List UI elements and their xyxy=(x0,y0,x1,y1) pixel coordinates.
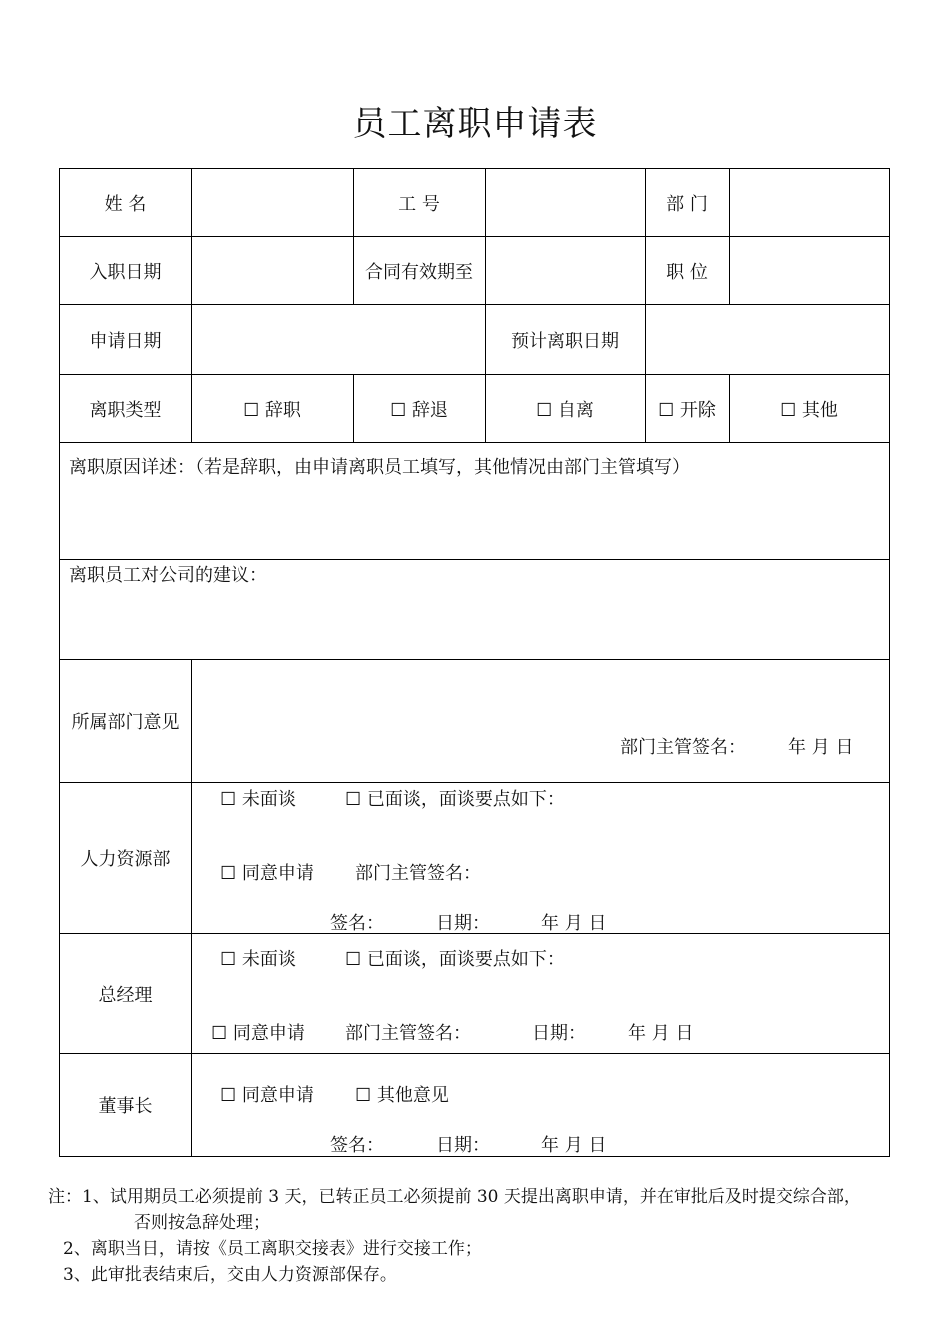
checkbox-self-leave[interactable]: ☐ 自离 xyxy=(536,399,594,421)
hr-checkbox-not-interviewed[interactable]: ☐ 未面谈 xyxy=(220,789,296,810)
dept-opinion-label: 所属部门意见 xyxy=(71,712,180,733)
apply-date-field[interactable] xyxy=(192,305,485,374)
chairman-date-label: 日期： xyxy=(436,1135,490,1156)
contract-expiry-field[interactable] xyxy=(486,237,645,304)
dept-date: 年 月 日 xyxy=(788,737,854,758)
resignation-form-table xyxy=(59,168,890,1157)
gm-label: 总经理 xyxy=(98,984,153,1006)
expected-leave-date-field[interactable] xyxy=(646,305,889,374)
department-label: 部 门 xyxy=(666,193,708,215)
reason-label: 离职原因详述：（若是辞职，由申请离职员工填写，其他情况由部门主管填写） xyxy=(69,457,690,478)
position-label: 职 位 xyxy=(666,261,708,283)
note-1-continued: 否则按急辞处理； xyxy=(134,1213,270,1233)
hr-date: 年 月 日 xyxy=(541,913,607,934)
name-field[interactable] xyxy=(192,169,353,236)
checkbox-other[interactable]: ☐ 其他 xyxy=(780,399,838,421)
hr-checkbox-agree[interactable]: ☐ 同意申请 xyxy=(220,863,314,884)
dept-manager-sign-label: 部门主管签名： xyxy=(620,737,746,758)
chairman-checkbox-other[interactable]: ☐ 其他意见 xyxy=(355,1085,449,1106)
form-title: 员工离职申请表 xyxy=(352,104,598,144)
note-1: 注：1、试用期员工必须提前 3 天，已转正员工必须提前 30 天提出离职申请，并在审批后及时提交综合部， xyxy=(48,1187,861,1207)
chairman-label: 董事长 xyxy=(98,1096,153,1117)
hire-date-label: 入职日期 xyxy=(89,261,162,283)
hr-label: 人力资源部 xyxy=(80,849,171,870)
hr-date-label: 日期： xyxy=(436,913,490,934)
contract-expiry-label: 合同有效期至 xyxy=(365,261,473,283)
suggestion-label: 离职员工对公司的建议： xyxy=(69,565,267,586)
form-notes xyxy=(48,1184,861,1288)
chairman-sign-label: 签名： xyxy=(330,1135,384,1156)
position-field[interactable] xyxy=(730,237,889,304)
hr-sign-label: 签名： xyxy=(330,913,384,934)
gm-date-label: 日期： xyxy=(532,1023,586,1044)
name-label: 姓 名 xyxy=(104,193,147,215)
gm-checkbox-agree[interactable]: ☐ 同意申请 xyxy=(211,1023,305,1044)
hr-dept-manager-sign-label: 部门主管签名： xyxy=(355,863,481,884)
gm-date: 年 月 日 xyxy=(628,1023,694,1044)
checkbox-dismissed[interactable]: ☐ 辞退 xyxy=(390,399,448,421)
employee-id-field[interactable] xyxy=(486,169,645,236)
checkbox-fired[interactable]: ☐ 开除 xyxy=(658,399,716,421)
hr-checkbox-interviewed[interactable]: ☐ 已面谈，面谈要点如下： xyxy=(345,789,565,810)
chairman-date: 年 月 日 xyxy=(541,1135,607,1156)
expected-leave-date-label: 预计离职日期 xyxy=(511,330,619,352)
gm-checkbox-not-interviewed[interactable]: ☐ 未面谈 xyxy=(220,949,296,970)
gm-checkbox-interviewed[interactable]: ☐ 已面谈，面谈要点如下： xyxy=(345,949,565,970)
gm-dept-manager-sign-label: 部门主管签名： xyxy=(345,1023,471,1044)
note-3: 3、此审批表结束后，交由人力资源部保存。 xyxy=(63,1265,397,1285)
hire-date-field[interactable] xyxy=(192,237,353,304)
department-field[interactable] xyxy=(730,169,889,236)
employee-id-label: 工 号 xyxy=(398,193,440,215)
checkbox-resign[interactable]: ☐ 辞职 xyxy=(243,399,301,421)
chairman-checkbox-agree[interactable]: ☐ 同意申请 xyxy=(220,1085,314,1106)
note-2: 2、离职当日，请按《员工离职交接表》进行交接工作； xyxy=(63,1239,482,1259)
resignation-type-label: 离职类型 xyxy=(89,399,162,421)
apply-date-label: 申请日期 xyxy=(89,330,162,352)
